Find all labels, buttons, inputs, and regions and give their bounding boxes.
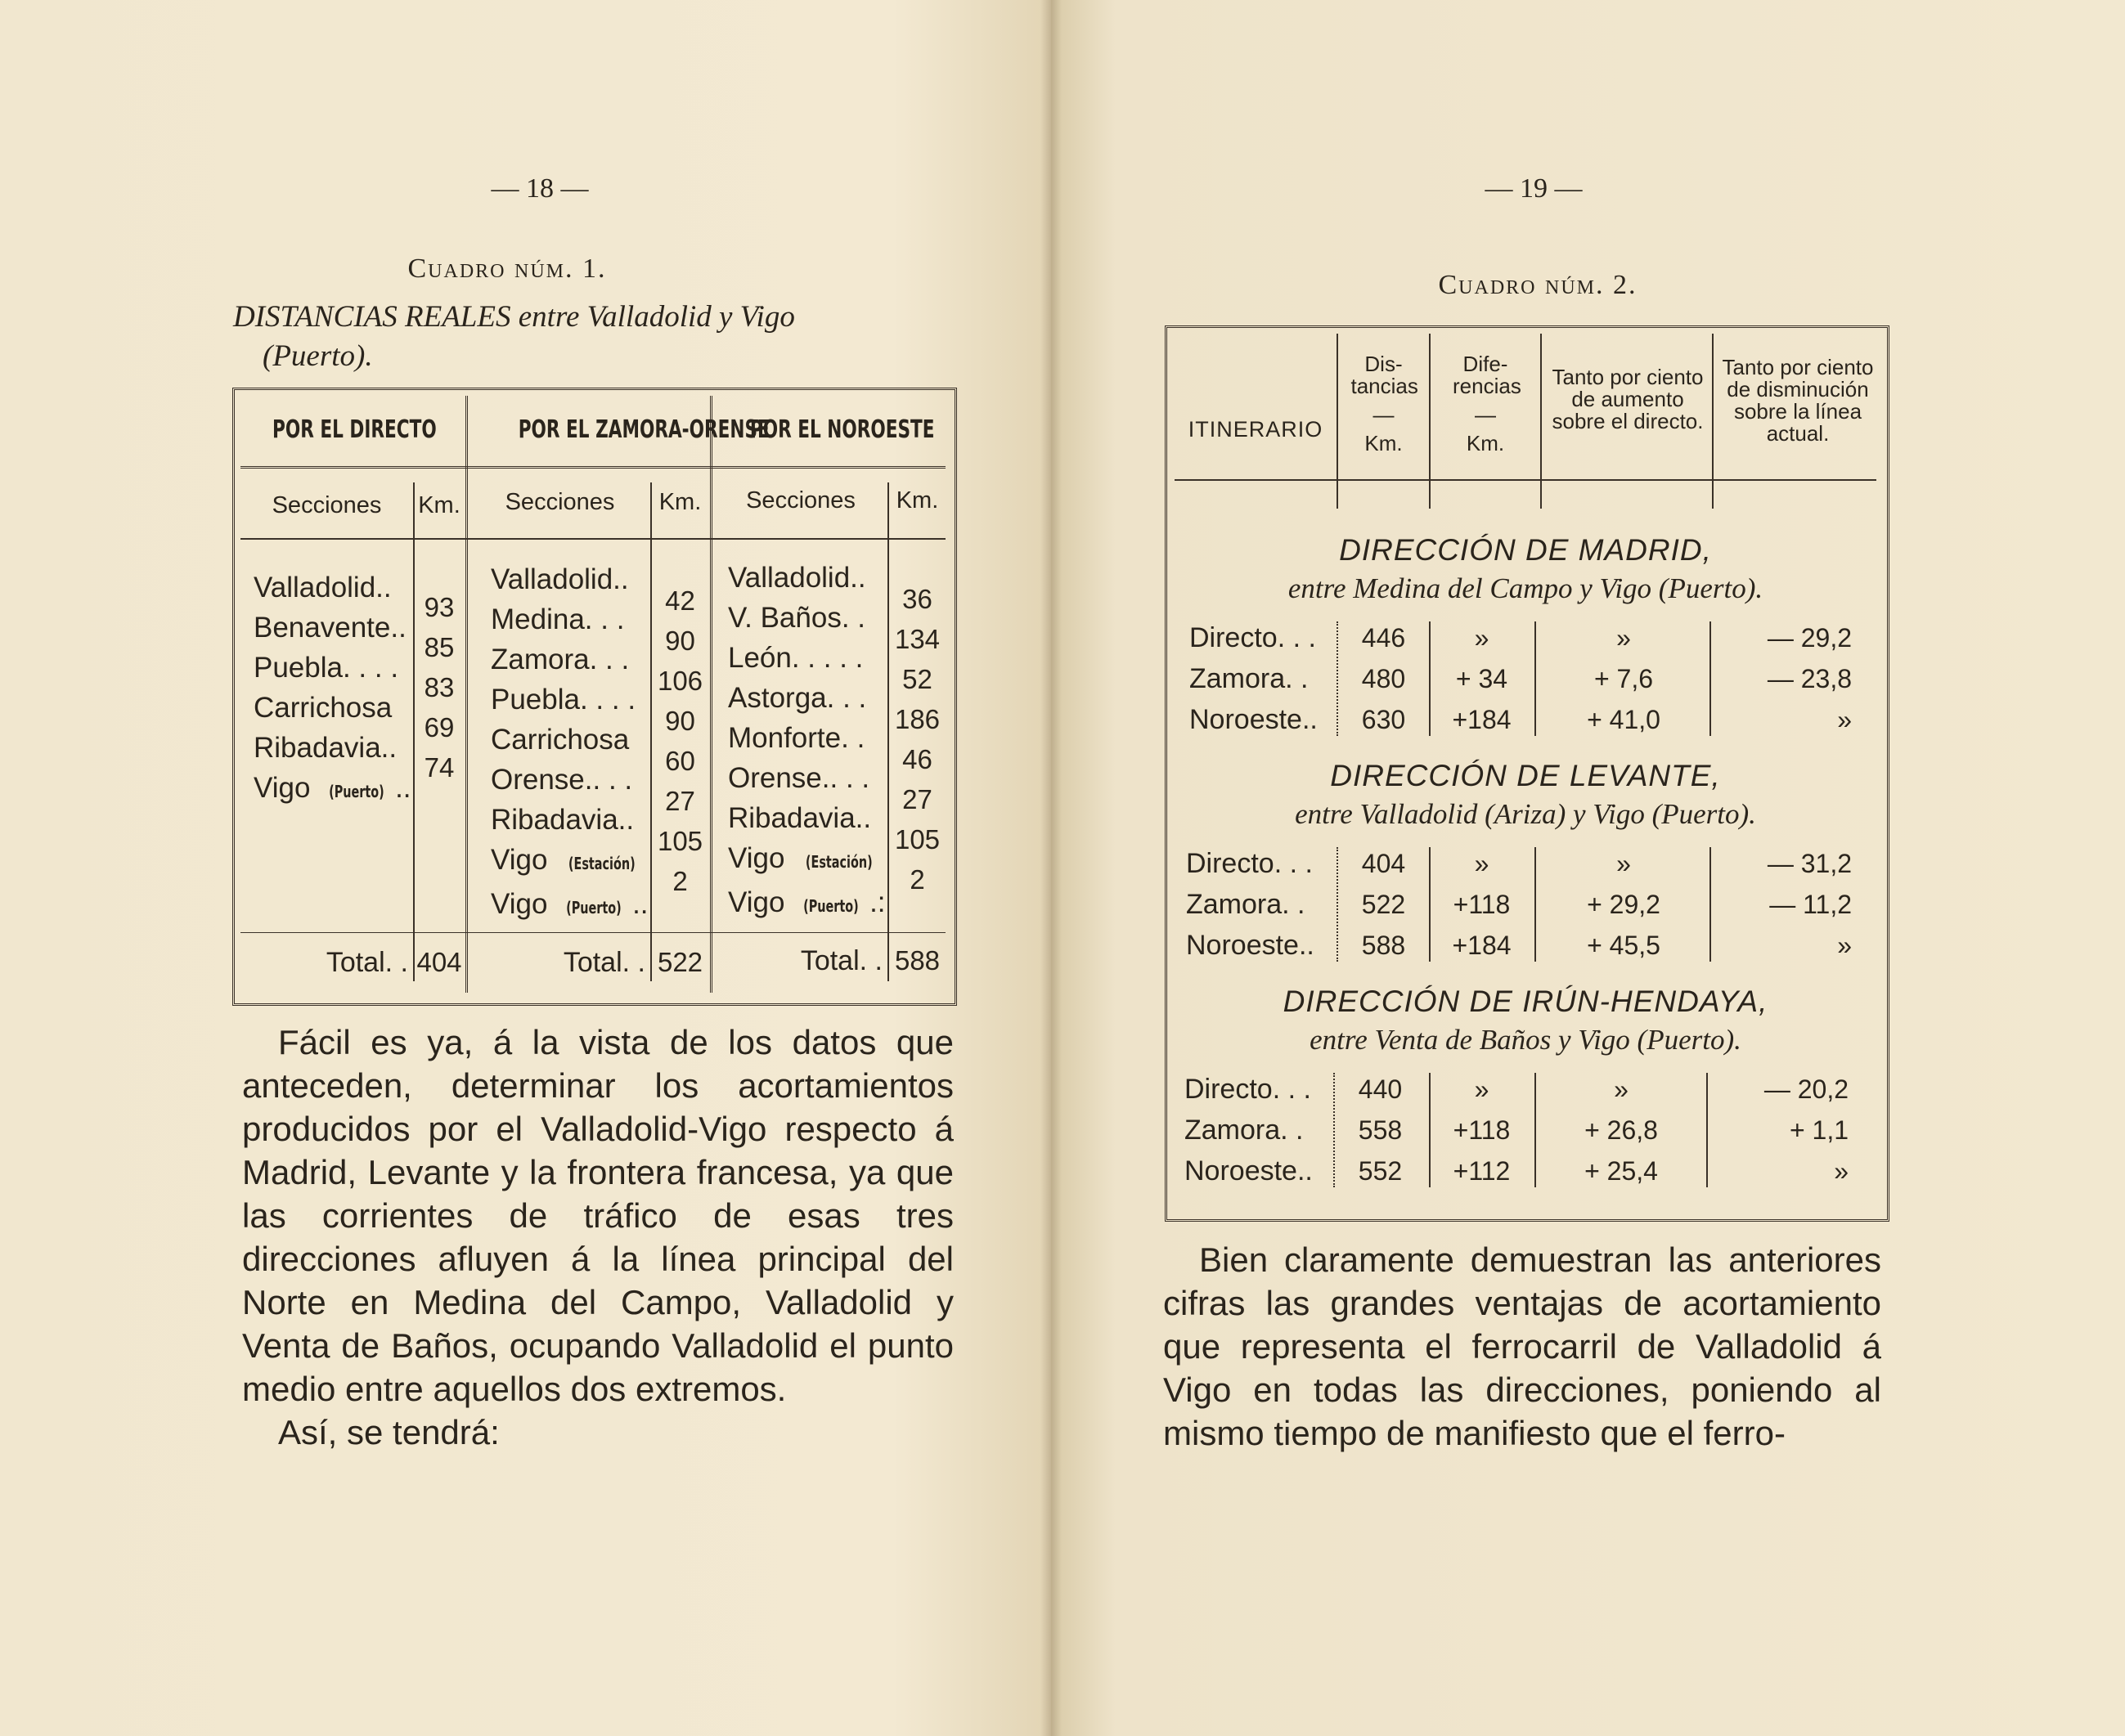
block-heading: DIRECCIÓN DE IRÚN-HENDAYA, [1283,985,1768,1018]
section-name: Valladolid.. [491,563,629,595]
total-label: Total. . [800,945,883,976]
section-name: Ribadavia.. [254,732,398,764]
table-title-line-1: DISTANCIAS REALES entre Valladolid y Vigo [233,300,795,334]
header-aumento: Tanto por ciento de aumento sobre el directo. [1552,365,1704,433]
row-names [1184,1069,1313,1191]
row-aum: » + 29,2 + 45,5 [1587,849,1660,960]
km-value: 36 [902,584,932,614]
section-name: Benavente.. [254,612,407,644]
section-name: Zamora. . . [491,644,630,675]
km-value: 85 [424,632,455,662]
km-value: 2 [910,864,925,895]
km-value: 186 [894,704,941,734]
block-heading: DIRECCIÓN DE LEVANTE, [1330,759,1721,792]
group-header-zamora-orense: POR EL ZAMORA-ORENSE [518,415,770,444]
row-name: Noroeste.. [1186,930,1314,961]
sections-directo [254,567,411,812]
section-name: Ribadavia.. [728,802,872,834]
row-dism: — 31,2 — 11,2 » [1767,849,1852,960]
table1-divider [710,396,716,993]
group-header-noroeste: POR EL NOROESTE [749,415,935,444]
header-diferencias: Dife- rencias — Km. [1453,352,1521,455]
km-value: 2 [672,866,688,896]
row-name: Noroeste.. [1189,704,1318,735]
km-zamora-orense [650,581,710,901]
row-name: Directo. . . [1184,1074,1311,1105]
header-disminucion: Tanto por ciento de disminución sobre la línea actual. [1722,355,1874,446]
group-header-directo: POR EL DIRECTO [272,415,437,444]
page-number-right: — 19 — [1485,173,1583,204]
section-name: Carrichosa [254,692,393,724]
km-value: 90 [665,706,695,736]
row-names [1186,843,1314,966]
km-value: 134 [894,624,941,654]
paragraph: Bien claramente demuestran las anteriores cifras las grandes ventajas de acortamiento que representa el ferrocarril de Valladolid á Vigo en todas las direcciones, poniendo al mismo tiempo de manifiesto que el ferro- [1163,1240,1881,1452]
row-name: Zamora. . [1186,889,1305,920]
row-name: Directo. . . [1189,622,1316,653]
section-name: Valladolid.. [728,562,866,594]
table-label-2: Cuadro núm. 2. [1438,270,1638,300]
sections-zamora-orense [491,559,649,928]
left-body-text [242,1021,954,1454]
block-heading: DIRECCIÓN DE MADRID, [1339,533,1712,567]
section-name: Vigo (Estación) [728,842,873,874]
total-label: Total. . [563,947,645,978]
row-aum: » + 26,8 + 25,4 [1584,1074,1658,1186]
row-dif: » +118 +112 [1453,1074,1511,1186]
row-name: Directo. . . [1186,848,1313,879]
row-dist: 446 480 630 [1361,623,1406,734]
row-name: Noroeste.. [1184,1155,1313,1186]
section-name: Vigo (Puerto) .. [254,772,411,804]
col-secciones: Secciones [505,489,615,515]
row-aum: » + 7,6 + 41,0 [1587,623,1660,734]
row-divider [1534,847,1536,962]
section-name: Carrichosa [491,724,630,756]
block-subheading: entre Venta de Baños y Vigo (Puerto). [1310,1024,1741,1056]
section-name: Puebla. . . . [254,652,399,684]
col-secciones: Secciones [272,492,382,518]
km-directo [413,587,465,787]
header-itinerario: ITINERARIO [1188,417,1323,442]
block-subheading: entre Valladolid (Ariza) y Vigo (Puerto). [1295,798,1756,830]
total-value: 588 [894,945,941,976]
section-name: Vigo (Puerto) .: [728,886,886,918]
row-names [1189,617,1318,740]
row-dist: 440 558 552 [1358,1074,1403,1186]
col-km: Km. [658,489,702,515]
row-dist: 404 522 588 [1361,849,1406,960]
row-name: Zamora. . [1189,663,1309,694]
km-value: 90 [665,626,695,656]
row-dif: » + 34 +184 [1452,623,1512,734]
right-body-text [1163,1238,1881,1455]
section-name: Valladolid.. [254,572,392,603]
section-name: Orense.. . . [491,764,633,796]
row-divider [1706,1073,1708,1187]
km-value: 69 [424,712,455,742]
km-value: 74 [424,752,455,783]
km-value: 52 [902,664,932,694]
section-name: Ribadavia.. [491,804,635,836]
table-title-line-2: (Puerto). [263,339,373,373]
section-name: León. . . . . [728,642,864,674]
table1-subheader-rule [240,538,946,540]
section-name: Medina. . . [491,603,625,635]
km-value: 83 [424,672,455,702]
section-name: Vigo (Estación) [491,844,636,876]
page-number-left: — 18 — [491,173,589,204]
km-value: 105 [894,824,941,855]
km-noroeste [887,579,947,899]
km-value: 46 [902,744,932,774]
section-name: Puebla. . . . [491,684,636,715]
km-value: 93 [424,592,455,622]
table1-total-rule [240,932,946,933]
book-gutter [1040,0,1062,1736]
table2-col-divider [1540,334,1542,509]
row-divider [1534,621,1536,736]
table1-divider [465,396,471,993]
header-distancias: Dis- tancias — Km. [1350,352,1418,455]
section-name: Astorga. . . [728,682,867,714]
col-secciones: Secciones [746,487,856,514]
row-dism: — 20,2 + 1,1 » [1763,1074,1849,1186]
block-subheading: entre Medina del Campo y Vigo (Puerto). [1287,572,1763,604]
paragraph: Fácil es ya, á la vista de los datos que anteceden, determinar los acortamientos producidos por el Valladolid-Vigo respecto á Madrid, Levante y la frontera francesa, ya que las corrientes de tráfico de esas tres direcciones afluyen á la línea principal del Norte en Medina del Campo, Valladolid y Venta de Baños, ocupando Valladolid el punto medio entre aquellos dos extremos. [242,1023,954,1408]
km-value: 42 [665,585,695,616]
table1-header-rule [240,466,946,472]
row-dif: » +118 +184 [1452,849,1512,960]
section-name: Vigo (Puerto) .. [491,888,649,920]
km-value: 27 [902,784,932,814]
km-value: 60 [665,746,695,776]
row-divider [1709,621,1711,736]
total-value: 522 [657,947,703,977]
km-value: 105 [657,826,703,856]
table-label-1: Cuadro núm. 1. [407,253,607,284]
col-km: Km. [418,492,460,518]
section-name: V. Baños. . [728,602,865,634]
km-value: 27 [665,786,695,816]
row-divider [1709,847,1711,962]
total-label: Total. . [326,947,408,978]
row-dism: — 29,2 — 23,8 » [1767,623,1852,734]
paragraph: Así, se tendrá: [278,1413,500,1451]
km-value: 106 [657,666,703,696]
sections-noroeste [728,558,886,926]
section-name: Orense.. . . [728,762,870,794]
table2-header-rule [1175,479,1876,481]
table-title-1 [233,298,969,376]
row-name: Zamora. . [1184,1115,1304,1146]
section-name: Monforte. . [728,722,865,754]
col-km: Km. [896,487,939,514]
total-value: 404 [416,947,462,977]
